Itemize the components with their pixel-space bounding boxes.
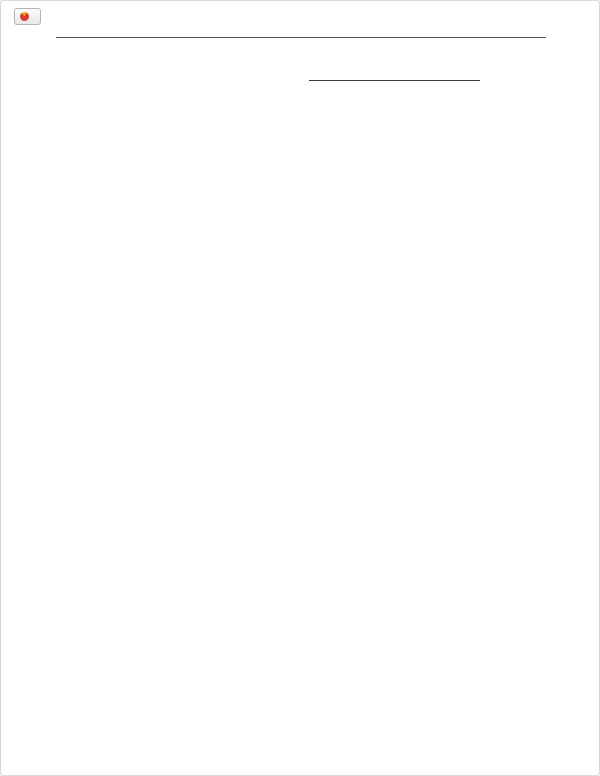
check-for-updates-button[interactable] (14, 8, 41, 25)
article-content (56, 37, 546, 92)
body-columns (56, 78, 546, 92)
crossmark-icon (20, 12, 29, 21)
footnote-rule (309, 80, 480, 81)
footnote-column (309, 78, 546, 92)
header-rule (56, 37, 546, 38)
introduction-column (56, 78, 296, 92)
